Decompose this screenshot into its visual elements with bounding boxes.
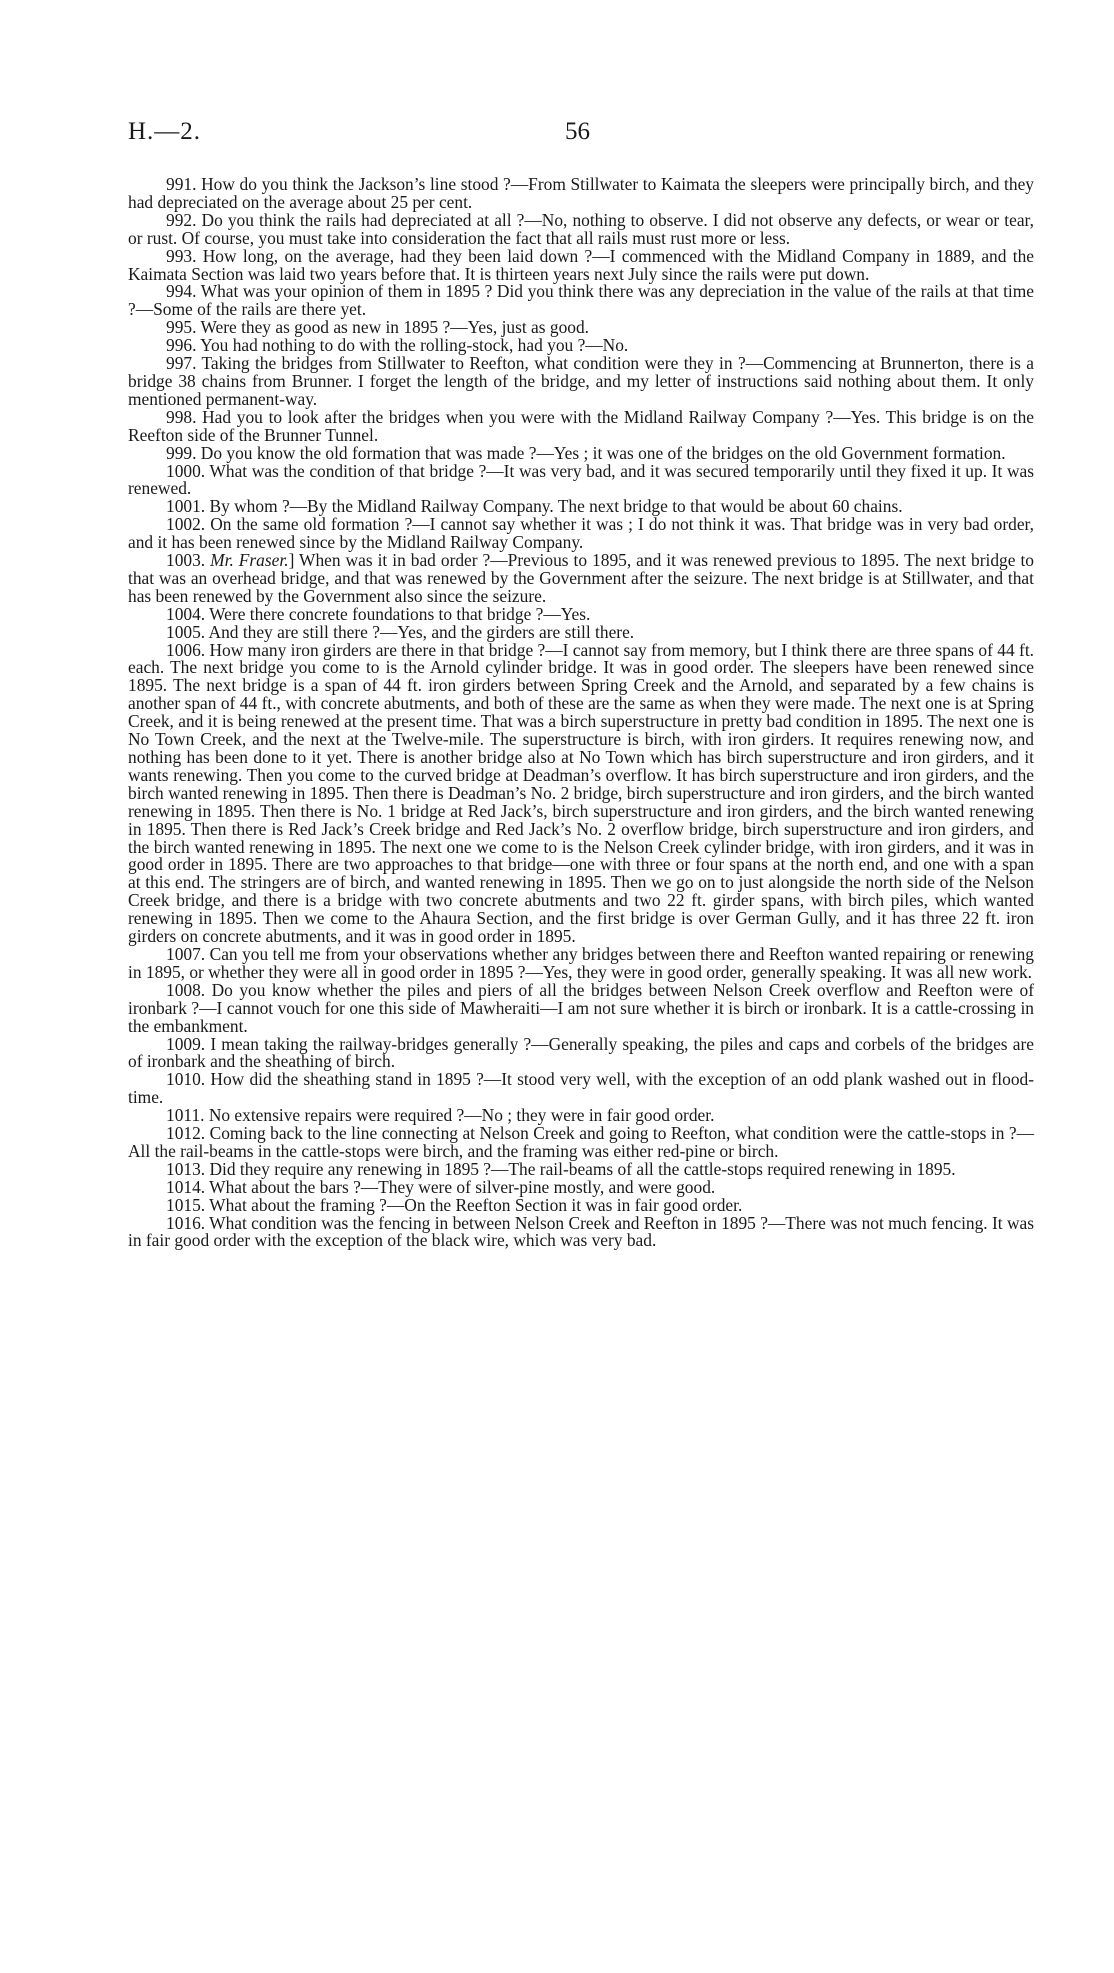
speaker-name: Mr. Fraser. xyxy=(210,550,289,571)
evidence-transcript xyxy=(128,176,1034,1250)
page-number: 56 xyxy=(565,118,590,145)
question-992: 992. Do you think the rails had depreciated at all ?—No, nothing to observe. I did not observe any defects, or wear or tear, or rust. Of course, you must take into consideration the fact that all rails must rust more or less. xyxy=(128,209,1034,248)
question-1014: 1014. What about the bars ?—They were of silver-pine mostly, and were good. xyxy=(166,1176,716,1197)
question-996: 996. You had nothing to do with the rolling-stock, had you ?—No. xyxy=(166,335,629,356)
question-995: 995. Were they as good as new in 1895 ?—Yes, just as good. xyxy=(166,317,590,338)
question-1015: 1015. What about the framing ?—On the Reefton Section it was in fair good order. xyxy=(166,1194,743,1215)
question-1000: 1000. What was the condition of that bridge ?—It was very bad, and it was secured temporarily until they fixed it up. It was renewed. xyxy=(128,460,1034,499)
question-994: 994. What was your opinion of them in 1895 ? Did you think there was any depreciation in the value of the rails at that time ?—Some of the rails are there yet. xyxy=(128,281,1034,320)
question-1001: 1001. By whom ?—By the Midland Railway Company. The next bridge to that would be about 60 chains. xyxy=(166,496,903,517)
question-1013: 1013. Did they require any renewing in 1895 ?—The rail-beams of all the cattle-stops required renewing in 1895. xyxy=(166,1158,956,1179)
question-993: 993. How long, on the average, had they been laid down ?—I commenced with the Midland Company in 1889, and the Kaimata Section was laid two years before that. It is thirteen years next July since the rails were put down. xyxy=(128,245,1034,284)
question-1002: 1002. On the same old formation ?—I cannot say whether it was ; I do not think it was. That bridge was in very bad order, and it has been renewed since by the Midland Railway Company. xyxy=(128,514,1034,553)
question-998: 998. Had you to look after the bridges when you were with the Midland Railway Company ?—Yes. This bridge is on the Reefton side of the Brunner Tunnel. xyxy=(128,406,1034,445)
question-1006: 1006. How many iron girders are there in that bridge ?—I cannot say from memory, but I think there are three spans of 44 ft. each. The next bridge you come to is the Arnold cylinder bridge. It was in good order. The sleepers have been renewed since 1895. The next bridge is a span of 44 ft. iron girders between Spring Creek and the Arnold, and separated by a few chains is another span of 44 ft., with concrete abutments, and both of these are the same as when they were made. The next one is at Spring Creek, and it is being renewed at the present time. That was a birch superstructure in pretty bad condition in 1895. The next one is No Town Creek, and the next at the Twelve-mile. The superstructure is birch, with iron girders. It requires renewing now, and nothing has been done to it yet. There is another bridge also at No Town which has birch superstructure and iron girders, and it wants renewing. Then you come to the curved bridge at Deadman’s overflow. It has birch superstructure and iron girders, and the birch wanted renewing in 1895. Then there is Deadman’s No. 2 bridge, birch superstructure and iron girders, and the birch wanted renewing in 1895. Then there is No. 1 bridge at Red Jack’s, birch superstructure and iron girders, and the birch wanted renewing in 1895. Then there is Red Jack’s Creek bridge and Red Jack’s No. 2 overflow bridge, birch superstructure and iron girders, and the birch wanted renewing in 1895. The next one we come to is the Nelson Creek cylinder bridge, with iron girders, and it was in good order in 1895. There are two approaches to that bridge—one with three or four spans at the north end, and one with a span at this end. The stringers are of birch, and wanted renewing in 1895. Then we go on to just alongside the north side of the Nelson Creek bridge, and there is a bridge with two concrete abutments and two 22 ft. girder spans, with birch piles, which wanted renewing in 1895. Then we come to the Ahaura Section, and the first bridge is over German Gully, and it has three 22 ft. iron girders on concrete abutments, and it was in good order in 1895. xyxy=(128,639,1034,947)
question-1011: 1011. No extensive repairs were required ?—No ; they were in fair good order. xyxy=(166,1105,715,1126)
question-1010: 1010. How did the sheathing stand in 1895 ?—It stood very well, with the exception of an odd plank washed out in flood-time. xyxy=(128,1069,1034,1108)
question-1008: 1008. Do you know whether the piles and piers of all the bridges between Nelson Creek overflow and Reefton were of ironbark ?—I cannot vouch for one this side of Mawheraiti—I am not sure whether it is birch or ironbark. It is a cattle-crossing in the embankment. xyxy=(128,979,1034,1036)
question-body: ] When was it in bad order ?—Previous to 1895, and it was renewed previous to 1895. The next bridge to that was an overhead bridge, and that was renewed by the Government after the seizure. The next bridge is at Stillwater, and that has been renewed by the Government also since the seizure. xyxy=(128,550,1034,606)
question-1003 xyxy=(128,552,1034,606)
question-1005: 1005. And they are still there ?—Yes, and the girders are still there. xyxy=(166,621,635,642)
question-991: 991. How do you think the Jackson’s line stood ?—From Stillwater to Kaimata the sleepers were principally birch, and they had depreciated on the average about 25 per cent. xyxy=(128,174,1034,212)
question-1012: 1012. Coming back to the line connecting at Nelson Creek and going to Reefton, what condition were the cattle-stops in ?—All the rail-beams in the cattle-stops were birch, and the framing was either red-pine or birch. xyxy=(128,1123,1034,1161)
question-999: 999. Do you know the old formation that was made ?—Yes ; it was one of the bridges on the old Government formation. xyxy=(166,442,1006,463)
question-1004: 1004. Were there concrete foundations to that bridge ?—Yes. xyxy=(166,603,591,624)
question-997: 997. Taking the bridges from Stillwater to Reefton, what condition were they in ?—Commencing at Brunnerton, there is a bridge 38 chains from Brunner. I forget the length of the bridge, and my letter of instructions said nothing about them. It only mentioned permanent-way. xyxy=(128,353,1034,409)
question-1007: 1007. Can you tell me from your observations whether any bridges between there and Reefton wanted repairing or renewing in 1895, or whether they were all in good order in 1895 ?—Yes, they were in good order, generally speaking. It was all new work. xyxy=(128,943,1034,982)
page-header xyxy=(128,118,1034,158)
question-1016: 1016. What condition was the fencing in between Nelson Creek and Reefton in 1895 ?—There was not much fencing. It was in fair good order with the exception of the black wire, which was very bad. xyxy=(128,1212,1035,1251)
question-1009: 1009. I mean taking the railway-bridges generally ?—Generally speaking, the piles and caps and corbels of the bridges are of ironbark and the sheathing of birch. xyxy=(128,1033,1034,1072)
document-reference: H.—2. xyxy=(128,118,202,145)
question-number: 1003. xyxy=(166,550,211,571)
